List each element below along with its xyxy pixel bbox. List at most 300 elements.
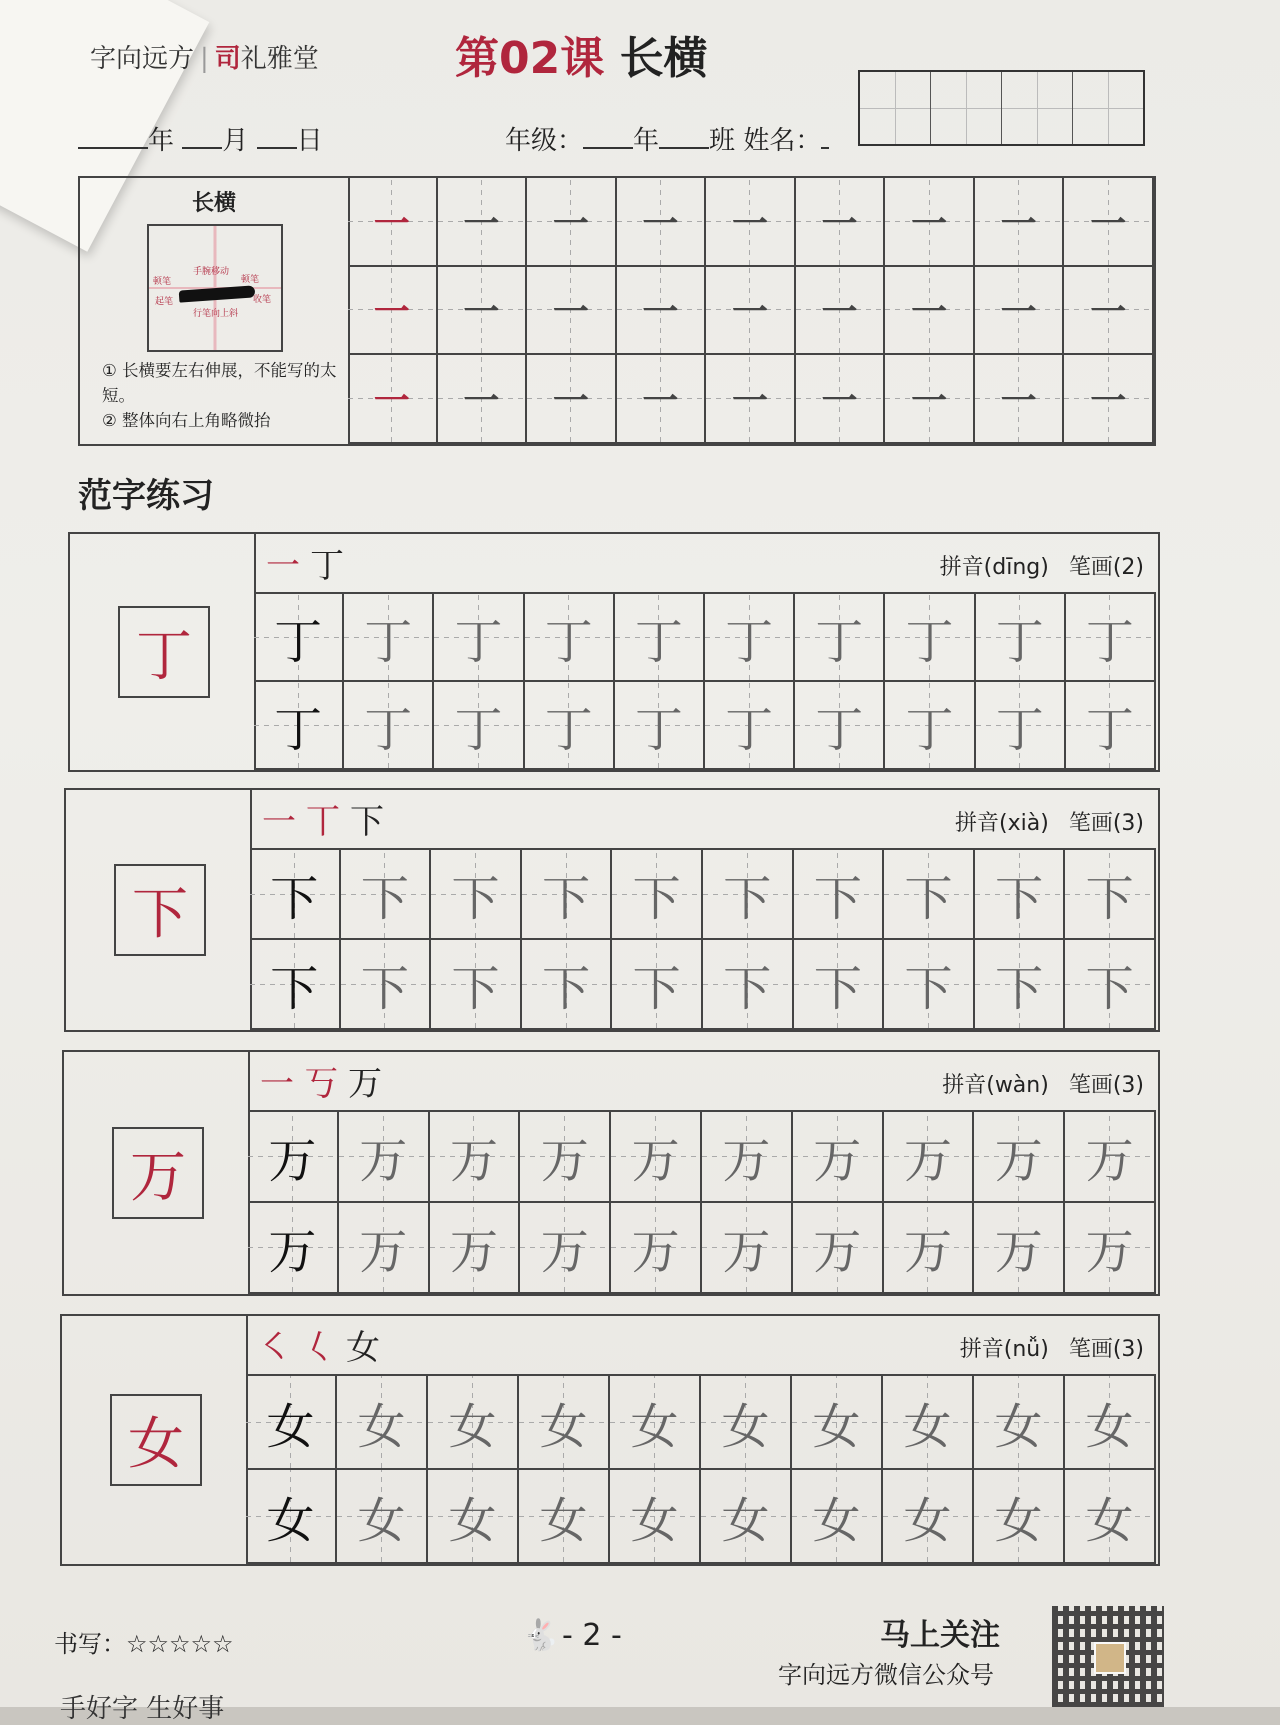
practice-character: 下 [1085, 960, 1134, 1017]
practice-cell[interactable] [975, 850, 1066, 940]
practice-cell[interactable] [1065, 940, 1156, 1030]
practice-cell[interactable] [884, 1112, 975, 1203]
practice-cell[interactable] [1065, 1112, 1156, 1203]
stroke-glyph: 一 [1090, 291, 1127, 334]
stroke-practice-cell[interactable] [527, 178, 617, 267]
practice-cell[interactable] [974, 1112, 1065, 1203]
practice-cell[interactable] [248, 1203, 339, 1294]
day-blank[interactable] [257, 125, 297, 149]
stroke-practice-cell[interactable] [348, 355, 438, 444]
practice-cell[interactable] [1065, 1376, 1156, 1470]
practice-character: 万 [268, 1133, 317, 1189]
lesson-name: 长横 [619, 33, 708, 84]
model-character-area [62, 1316, 248, 1564]
model-character-area [64, 1052, 250, 1294]
stroke-glyph: 一 [911, 202, 948, 245]
practice-cell[interactable] [884, 850, 975, 940]
practice-character: 万 [813, 1133, 862, 1189]
stroke-glyph: 一 [731, 202, 768, 245]
practice-character: 下 [813, 870, 862, 927]
practice-cell[interactable] [615, 682, 705, 770]
name-writing-boxes[interactable] [858, 70, 1145, 146]
character-block [62, 1050, 1160, 1296]
practice-character: 下 [904, 960, 953, 1017]
stroke-order-step: 一 [260, 1064, 294, 1104]
practice-cell[interactable] [793, 1112, 884, 1203]
practice-cell[interactable] [885, 594, 975, 682]
practice-cell[interactable] [705, 682, 795, 770]
practice-character: 丁 [815, 701, 864, 758]
practice-cell[interactable] [703, 850, 794, 940]
brand-logo [90, 38, 319, 75]
follow-prompt: 马上关注 [880, 1618, 1000, 1653]
practice-character: 女 [266, 1398, 315, 1455]
stroke-count-label: 笔画(3) [1068, 811, 1144, 836]
stroke-glyph: 一 [642, 202, 679, 245]
stroke-glyph: 一 [552, 202, 589, 245]
practice-cell[interactable] [610, 1376, 701, 1470]
practice-character: 女 [721, 1492, 770, 1549]
rabbit-icon: 🐇 [522, 1618, 560, 1653]
practice-character: 丁 [1085, 701, 1134, 758]
practice-cell[interactable] [794, 940, 885, 1030]
practice-character: 万 [994, 1133, 1043, 1189]
stroke-practice-cell[interactable] [348, 178, 438, 267]
stroke-practice-cell[interactable] [1064, 267, 1154, 356]
practice-cell[interactable] [702, 1112, 793, 1203]
stroke-order-step: 𡿨 [302, 1328, 336, 1368]
stroke-practice-cell[interactable] [796, 178, 886, 267]
practice-cell[interactable] [246, 1470, 337, 1564]
practice-character: 女 [448, 1492, 497, 1549]
stroke-order-final: 万 [348, 1064, 382, 1104]
practice-cell[interactable] [793, 1203, 884, 1294]
name-blank[interactable] [821, 125, 829, 149]
practice-character: 万 [631, 1133, 680, 1189]
practice-cell[interactable] [975, 940, 1066, 1030]
practice-cell[interactable] [520, 1112, 611, 1203]
practice-cell[interactable] [792, 1376, 883, 1470]
stroke-heading: 长横 [191, 191, 236, 216]
practice-character: 下 [542, 870, 591, 927]
stroke-order [266, 538, 344, 587]
stroke-glyph: 一 [463, 291, 500, 334]
practice-cell[interactable] [525, 682, 615, 770]
name-box[interactable] [1073, 72, 1143, 144]
stroke-practice-cell[interactable] [796, 355, 886, 444]
stroke-order-final: 下 [350, 802, 384, 842]
stroke-practice-cell[interactable] [617, 178, 707, 267]
diagram-label: 手腕移动 [193, 267, 230, 277]
practice-cell[interactable] [792, 1470, 883, 1564]
stroke-note-1: ① 长横要左右伸展，不能写的太短。 [102, 361, 337, 405]
stroke-practice-cell[interactable] [706, 267, 796, 356]
practice-character: 女 [812, 1492, 861, 1549]
wechat-account-label: 字向远方微信公众号 [778, 1661, 994, 1689]
practice-cell[interactable] [522, 850, 613, 940]
practice-cell[interactable] [611, 1112, 702, 1203]
practice-cell[interactable] [339, 1112, 430, 1203]
practice-character: 下 [451, 960, 500, 1017]
practice-cell[interactable] [428, 1470, 519, 1564]
practice-character: 丁 [454, 701, 503, 758]
stroke-count-label: 笔画(3) [1068, 1073, 1144, 1098]
stroke-glyph: 一 [821, 202, 858, 245]
stroke-practice-cell[interactable] [706, 178, 796, 267]
year-blank[interactable] [78, 125, 148, 149]
stroke-glyph: 一 [373, 380, 410, 423]
practice-cell[interactable] [519, 1470, 610, 1564]
stroke-practice-cell[interactable] [706, 355, 796, 444]
practice-cell[interactable] [428, 1376, 519, 1470]
stroke-order-step: ㇛ [258, 1328, 292, 1368]
class-blank[interactable] [659, 125, 709, 149]
stroke-explanation [80, 178, 350, 444]
month-label: 月 [222, 126, 249, 156]
character-meta [942, 1068, 1144, 1099]
practice-character: 万 [903, 1224, 952, 1280]
section-title: 范字练习 [78, 476, 214, 516]
stroke-count-label: 笔画(3) [1068, 1337, 1144, 1362]
stroke-glyph: 一 [911, 291, 948, 334]
practice-cell[interactable] [1065, 1470, 1156, 1564]
practice-character: 丁 [544, 701, 593, 758]
practice-cell[interactable] [250, 940, 341, 1030]
practice-cell[interactable] [610, 1470, 701, 1564]
practice-character: 万 [268, 1224, 317, 1280]
brand-subname: 礼雅堂 [240, 44, 319, 74]
practice-cell[interactable] [702, 1203, 793, 1294]
character-practice-grid[interactable] [248, 1110, 1156, 1294]
practice-character: 丁 [995, 701, 1044, 758]
practice-cell[interactable] [430, 1112, 521, 1203]
practice-cell[interactable] [434, 594, 524, 682]
date-line [78, 120, 323, 157]
pinyin-label: 拼音(wàn) [942, 1073, 1049, 1098]
stroke-order-step: 丅 [306, 802, 340, 842]
practice-cell[interactable] [341, 940, 432, 1030]
name-label: 姓名： [743, 126, 822, 156]
stroke-practice-cell[interactable] [527, 355, 617, 444]
stroke-note-2: ② 整体向右上角略微抬 [102, 411, 271, 430]
practice-cell[interactable] [885, 682, 975, 770]
practice-character: 下 [632, 870, 681, 927]
pinyin-label: 拼音(xià) [955, 811, 1049, 836]
practice-character: 女 [1085, 1398, 1134, 1455]
practice-character: 下 [723, 870, 772, 927]
practice-cell[interactable] [884, 1203, 975, 1294]
practice-character: 丁 [634, 613, 683, 670]
stroke-practice-cell[interactable] [885, 178, 975, 267]
practice-cell[interactable] [254, 594, 344, 682]
practice-character: 丁 [1085, 613, 1134, 670]
stroke-practice-cell[interactable] [617, 355, 707, 444]
practice-cell[interactable] [884, 940, 975, 1030]
practice-cell[interactable] [615, 594, 705, 682]
name-box[interactable] [1002, 72, 1073, 144]
practice-cell[interactable] [520, 1203, 611, 1294]
diagram-label: 行笔向上斜 [193, 309, 239, 319]
stroke-practice-cell[interactable] [885, 355, 975, 444]
stroke-practice-cell[interactable] [617, 267, 707, 356]
practice-cell[interactable] [701, 1470, 792, 1564]
practice-character: 女 [994, 1398, 1043, 1455]
grade-blank[interactable] [583, 125, 633, 149]
stroke-practice-cell[interactable] [1064, 178, 1154, 267]
practice-character: 女 [903, 1492, 952, 1549]
practice-cell[interactable] [976, 682, 1066, 770]
stroke-order [258, 1320, 380, 1369]
practice-character: 万 [449, 1224, 498, 1280]
practice-character: 女 [266, 1492, 315, 1549]
qr-code-icon[interactable] [1052, 1606, 1164, 1707]
practice-character: 女 [903, 1398, 952, 1455]
practice-character: 丁 [905, 701, 954, 758]
stroke-glyph: 一 [1000, 291, 1037, 334]
practice-cell[interactable] [344, 682, 434, 770]
stroke-glyph: 一 [911, 380, 948, 423]
stroke-practice-cell[interactable] [527, 267, 617, 356]
name-box[interactable] [931, 72, 1002, 144]
practice-character: 女 [539, 1398, 588, 1455]
practice-character: 下 [270, 960, 319, 1017]
practice-character: 女 [1085, 1492, 1134, 1549]
stroke-glyph: 一 [1090, 380, 1127, 423]
practice-character: 万 [722, 1133, 771, 1189]
stroke-glyph: 一 [731, 291, 768, 334]
practice-character: 女 [630, 1492, 679, 1549]
practice-cell[interactable] [703, 940, 794, 1030]
practice-character: 丁 [725, 613, 774, 670]
practice-character: 下 [270, 870, 319, 927]
stroke-order-step: 一 [266, 546, 300, 586]
practice-character: 万 [722, 1224, 771, 1280]
practice-character: 万 [903, 1133, 952, 1189]
model-character: 女 [110, 1394, 202, 1486]
stroke-glyph: 一 [1000, 380, 1037, 423]
character-meta [960, 1332, 1144, 1363]
practice-cell[interactable] [519, 1376, 610, 1470]
practice-character: 万 [540, 1133, 589, 1189]
practice-cell[interactable] [1066, 682, 1156, 770]
practice-cell[interactable] [431, 940, 522, 1030]
practice-cell[interactable] [1065, 1203, 1156, 1294]
practice-cell[interactable] [883, 1376, 974, 1470]
practice-cell[interactable] [254, 682, 344, 770]
practice-cell[interactable] [701, 1376, 792, 1470]
stroke-glyph: 一 [1090, 202, 1127, 245]
stroke-glyph: 一 [552, 380, 589, 423]
practice-character: 下 [904, 870, 953, 927]
practice-character: 丁 [905, 613, 954, 670]
practice-character: 女 [539, 1492, 588, 1549]
stroke-order [262, 794, 384, 843]
practice-character: 女 [721, 1398, 770, 1455]
practice-character: 丁 [634, 701, 683, 758]
practice-cell[interactable] [250, 850, 341, 940]
practice-cell[interactable] [976, 594, 1066, 682]
stroke-order-final: 女 [346, 1328, 380, 1368]
practice-character: 丁 [364, 701, 413, 758]
stroke-practice-cell[interactable] [975, 267, 1065, 356]
class-label: 班 [709, 126, 736, 156]
practice-character: 女 [994, 1492, 1043, 1549]
model-character-area [66, 790, 252, 1030]
stroke-tutorial-panel [78, 176, 1156, 446]
practice-character: 下 [723, 960, 772, 1017]
practice-cell[interactable] [1065, 850, 1156, 940]
brand-mark-icon: 司 [214, 44, 241, 74]
bottom-slogan: 手好字 生好事 [60, 1694, 225, 1724]
stroke-glyph: 一 [821, 291, 858, 334]
character-meta [955, 806, 1144, 837]
lesson-number: 第02课 [455, 33, 605, 84]
stroke-order [260, 1056, 382, 1105]
practice-character: 丁 [544, 613, 593, 670]
stroke-glyph: 一 [373, 202, 410, 245]
character-block [64, 788, 1160, 1032]
stroke-order-step: 一 [262, 802, 296, 842]
stroke-glyph: 一 [821, 380, 858, 423]
practice-character: 万 [994, 1224, 1043, 1280]
brand-name: 字向远方 [90, 44, 195, 74]
practice-cell[interactable] [525, 594, 615, 682]
name-box[interactable] [860, 72, 931, 144]
practice-character: 万 [1085, 1133, 1134, 1189]
stroke-glyph: 一 [463, 202, 500, 245]
model-character-area [70, 534, 256, 770]
practice-cell[interactable] [434, 682, 524, 770]
stroke-count-label: 笔画(2) [1068, 555, 1144, 580]
stroke-glyph: 一 [373, 291, 410, 334]
model-character: 下 [114, 864, 206, 956]
practice-character: 女 [357, 1398, 406, 1455]
stroke-glyph: 一 [642, 291, 679, 334]
stroke-practice-grid[interactable] [348, 178, 1154, 444]
practice-cell[interactable] [795, 594, 885, 682]
character-block [68, 532, 1160, 772]
practice-character: 万 [631, 1224, 680, 1280]
practice-character: 下 [813, 960, 862, 1017]
character-practice-grid[interactable] [254, 592, 1156, 770]
practice-character: 下 [632, 960, 681, 1017]
practice-character: 万 [813, 1224, 862, 1280]
diagram-label: 顿笔 [153, 277, 172, 287]
practice-cell[interactable] [344, 594, 434, 682]
practice-character: 万 [540, 1224, 589, 1280]
practice-cell[interactable] [341, 850, 432, 940]
character-practice-grid[interactable] [246, 1374, 1156, 1564]
practice-cell[interactable] [337, 1376, 428, 1470]
stroke-order-final: 丁 [310, 546, 344, 586]
practice-cell[interactable] [883, 1470, 974, 1564]
practice-character: 丁 [454, 613, 503, 670]
stroke-notes [102, 358, 342, 433]
practice-character: 下 [995, 960, 1044, 1017]
year-label: 年 [148, 126, 175, 156]
practice-character: 丁 [274, 701, 323, 758]
practice-cell[interactable] [430, 1203, 521, 1294]
stroke-glyph: 一 [642, 380, 679, 423]
practice-character: 下 [451, 870, 500, 927]
class-line [505, 120, 829, 157]
practice-character: 万 [359, 1133, 408, 1189]
practice-cell[interactable] [705, 594, 795, 682]
practice-character: 女 [357, 1492, 406, 1549]
grade-year-label: 年 [633, 126, 660, 156]
stroke-practice-cell[interactable] [796, 267, 886, 356]
stroke-glyph: 一 [463, 380, 500, 423]
diagram-label: 顿笔 [241, 275, 260, 285]
stroke-practice-cell[interactable] [348, 267, 438, 356]
qr-logo-icon [1094, 1642, 1126, 1674]
stroke-practice-cell[interactable] [975, 178, 1065, 267]
practice-cell[interactable] [246, 1376, 337, 1470]
practice-cell[interactable] [522, 940, 613, 1030]
character-meta [940, 550, 1144, 581]
practice-character: 丁 [815, 613, 864, 670]
practice-cell[interactable] [337, 1470, 428, 1564]
practice-cell[interactable] [974, 1203, 1065, 1294]
practice-character: 丁 [725, 701, 774, 758]
practice-cell[interactable] [974, 1470, 1065, 1564]
writing-rating[interactable]: 书写：☆☆☆☆☆ [54, 1630, 234, 1658]
stroke-glyph: 一 [1000, 202, 1037, 245]
stroke-glyph: 一 [552, 291, 589, 334]
diagram-label: 起笔 [155, 297, 174, 307]
practice-cell[interactable] [794, 850, 885, 940]
practice-character: 女 [812, 1398, 861, 1455]
stroke-practice-cell[interactable] [438, 355, 528, 444]
stroke-practice-cell[interactable] [975, 355, 1065, 444]
practice-character: 女 [630, 1398, 679, 1455]
character-block [60, 1314, 1160, 1566]
practice-cell[interactable] [431, 850, 522, 940]
lesson-title [455, 22, 708, 86]
stroke-glyph: 一 [731, 380, 768, 423]
practice-character: 万 [1085, 1224, 1134, 1280]
practice-character: 女 [448, 1398, 497, 1455]
model-character: 丁 [118, 606, 210, 698]
stroke-order-step: 丂 [304, 1064, 338, 1104]
practice-cell[interactable] [974, 1376, 1065, 1470]
practice-character: 下 [542, 960, 591, 1017]
practice-cell[interactable] [612, 850, 703, 940]
practice-cell[interactable] [1066, 594, 1156, 682]
character-practice-grid[interactable] [250, 848, 1156, 1030]
stroke-practice-cell[interactable] [438, 178, 528, 267]
pinyin-label: 拼音(dīng) [939, 555, 1049, 580]
practice-character: 丁 [274, 613, 323, 670]
stroke-practice-cell[interactable] [438, 267, 528, 356]
grade-label: 年级： [505, 126, 584, 156]
practice-character: 下 [995, 870, 1044, 927]
practice-character: 万 [449, 1133, 498, 1189]
page-number: - 2 - [562, 1618, 622, 1653]
month-blank[interactable] [182, 125, 222, 149]
practice-cell[interactable] [611, 1203, 702, 1294]
brand-separator: | [200, 44, 209, 74]
stroke-practice-cell[interactable] [1064, 355, 1154, 444]
practice-cell[interactable] [339, 1203, 430, 1294]
practice-cell[interactable] [248, 1112, 339, 1203]
practice-character: 丁 [995, 613, 1044, 670]
practice-cell[interactable] [795, 682, 885, 770]
stroke-practice-cell[interactable] [885, 267, 975, 356]
practice-cell[interactable] [612, 940, 703, 1030]
pinyin-label: 拼音(nǚ) [959, 1337, 1049, 1362]
model-character: 万 [112, 1127, 204, 1219]
